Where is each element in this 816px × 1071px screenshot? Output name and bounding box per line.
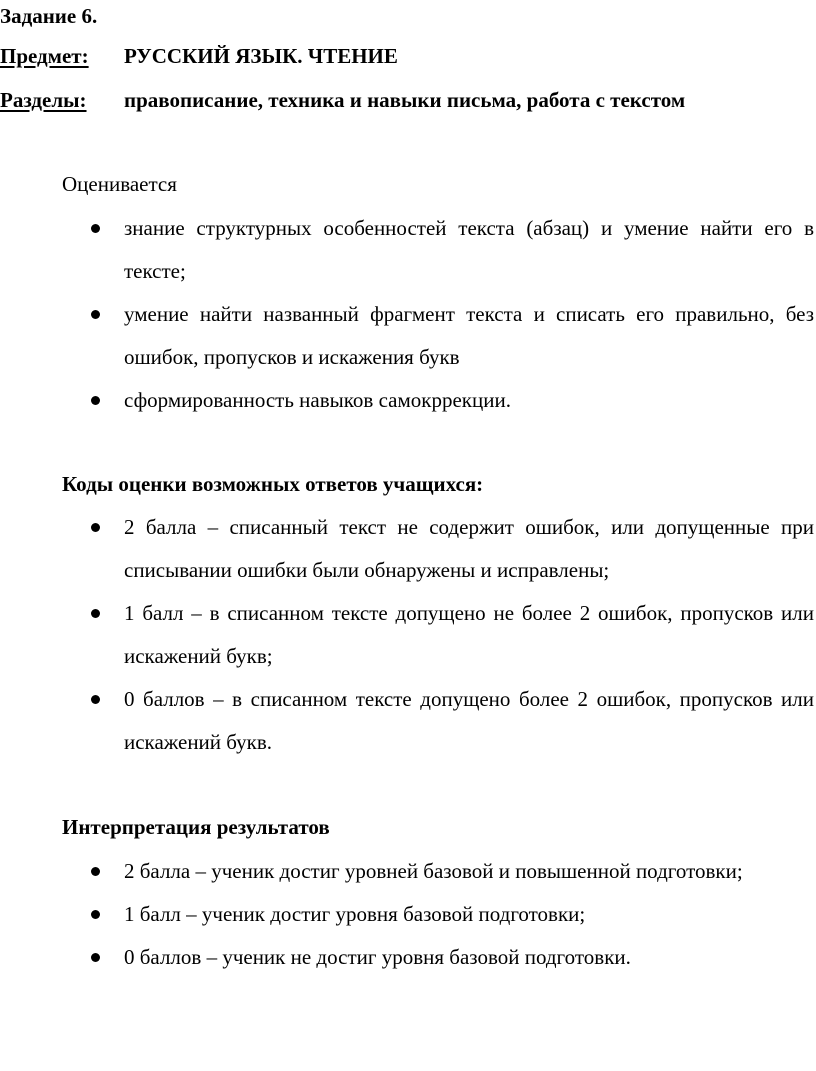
- subject-label: Предмет:: [0, 44, 89, 68]
- bullet-icon: [91, 396, 100, 405]
- code-item-text: 0 баллов – в списанном тексте допущено более 2 ошибок, пропусков или искажений букв.: [124, 687, 814, 754]
- interpretation-item-text: 0 баллов – ученик не достиг уровня базовой подготовки.: [124, 945, 631, 969]
- list-item: [0, 207, 816, 293]
- interpretation-heading: Интерпретация результатов: [62, 815, 330, 839]
- list-item: [0, 936, 816, 979]
- codes-list: [0, 506, 816, 764]
- sections-line: [0, 88, 87, 113]
- bullet-icon: [91, 310, 100, 319]
- list-item: [0, 678, 816, 764]
- list-item: [0, 506, 816, 592]
- bullet-icon: [91, 910, 100, 919]
- interpretation-item-text: 1 балл – ученик достиг уровня базовой подготовки;: [124, 902, 586, 926]
- subject-line: [0, 44, 89, 69]
- bullet-icon: [91, 609, 100, 618]
- list-item: [0, 592, 816, 678]
- code-item-text: 1 балл – в списанном тексте допущено не более 2 ошибок, пропусков или искажений букв;: [124, 601, 814, 668]
- list-item: [0, 293, 816, 379]
- list-item: [0, 893, 816, 936]
- sections-label: Разделы:: [0, 88, 87, 112]
- criteria-list: [0, 207, 816, 422]
- criteria-item-text: сформированность навыков самокррекции.: [124, 388, 511, 412]
- bullet-icon: [91, 224, 100, 233]
- bullet-icon: [91, 953, 100, 962]
- list-item: [0, 850, 816, 893]
- criteria-item-text: умение найти названный фрагмент текста и списать его правильно, без ошибок, пропусков и искажения букв: [124, 302, 814, 369]
- bullet-icon: [91, 695, 100, 704]
- bullet-icon: [91, 867, 100, 876]
- interpretation-item-text: 2 балла – ученик достиг уровней базовой и повышенной подготовки;: [124, 859, 743, 883]
- interpretation-list: [0, 850, 816, 979]
- criteria-item-text: знание структурных особенностей текста (абзац) и умение найти его в тексте;: [124, 216, 814, 283]
- code-item-text: 2 балла – списанный текст не содержит ошибок, или допущенные при списывании ошибки были обнаружены и исправлены;: [124, 515, 814, 582]
- sections-value: правописание, техника и навыки письма, работа с текстом: [124, 88, 686, 112]
- list-item: [0, 379, 816, 422]
- bullet-icon: [91, 523, 100, 532]
- intro-text: Оценивается: [62, 172, 177, 196]
- task-title: Задание 6.: [0, 4, 98, 28]
- subject-value: РУССКИЙ ЯЗЫК. ЧТЕНИЕ: [124, 44, 398, 68]
- codes-heading: Коды оценки возможных ответов учащихся:: [62, 472, 484, 496]
